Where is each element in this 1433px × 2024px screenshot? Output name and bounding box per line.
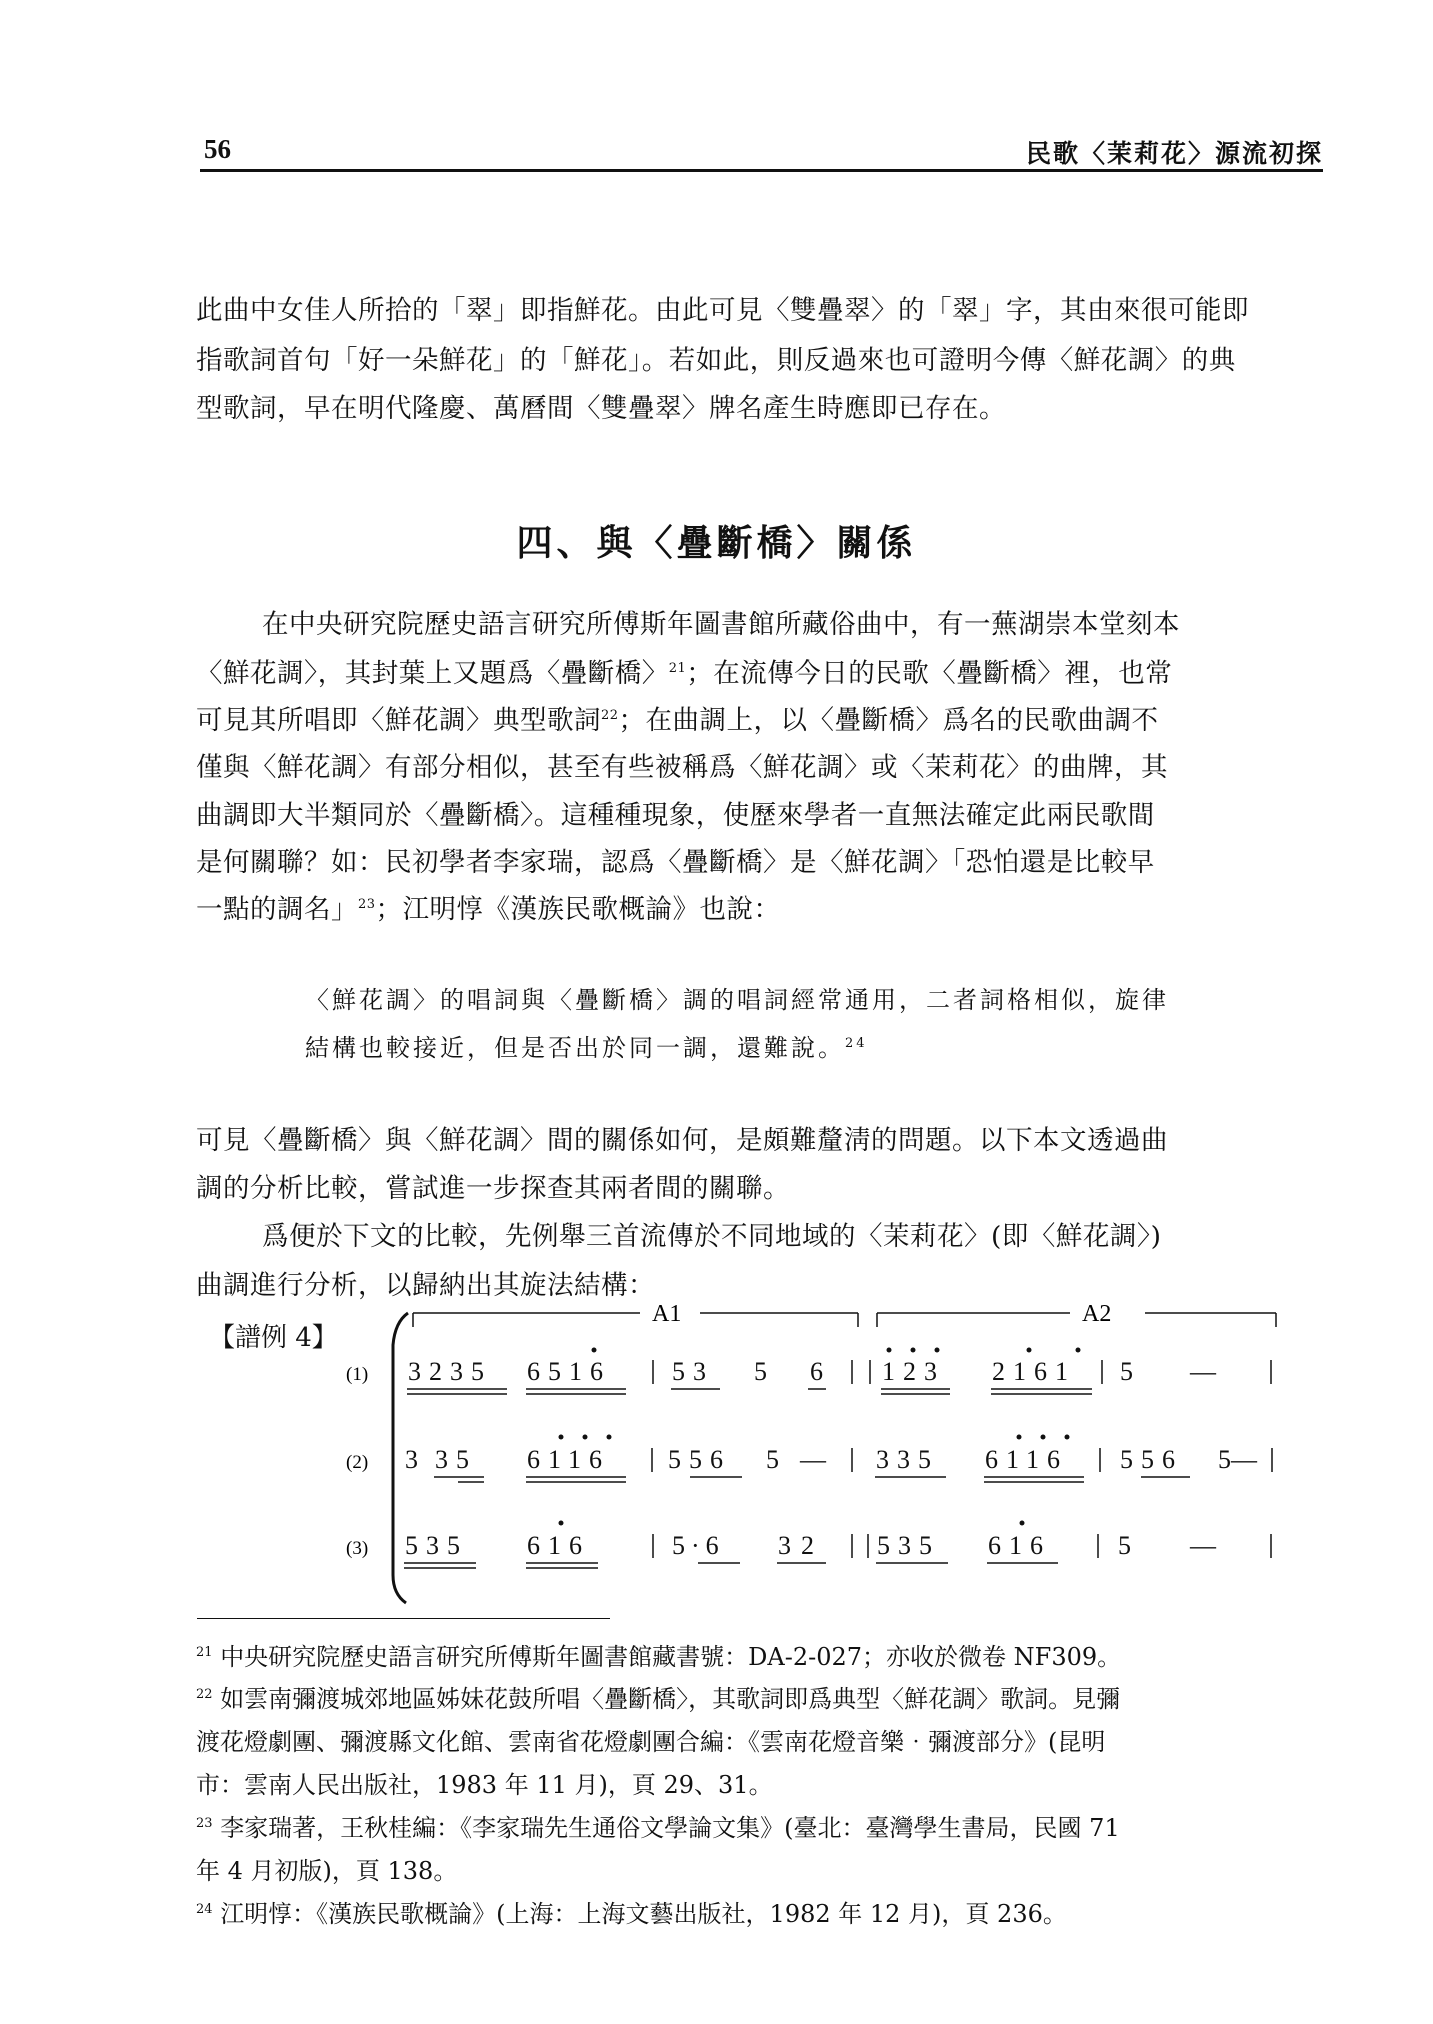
para2-line6: 是何關聯？如：民初學者李家瑞，認爲〈疊斷橋〉是〈鮮花調〉「恐怕還是比較早 — [196, 847, 1155, 878]
footnote-21-text: 中央研究院歷史語言研究所傅斯年圖書館藏書號：DA-2-027；亦收於微卷 NF309。 — [220, 1643, 1122, 1671]
section-title: 四、與〈疊斷橋〉關係 — [516, 522, 917, 564]
running-title: 民歌〈茉莉花〉源流初探 — [1025, 139, 1323, 168]
note-group: 32 — [778, 1531, 824, 1560]
row-label-2: (2) — [346, 1452, 369, 1473]
para1-line2: 指歌詞首句「好一朵鮮花」的「鮮花」。若如此，則反過來也可證明今傳〈鮮花調〉的典 — [196, 345, 1236, 376]
footnote-24-text: 江明惇：《漢族民歌概論》(上海：上海文藝出版社，1982 年 12 月)，頁 236。 — [220, 1900, 1067, 1928]
footnote-22-text-1: 如雲南彌渡城郊地區姊妹花鼓所唱〈疊斷橋〉，其歌詞即爲典型〈鮮花調〉歌詞。見彌 — [220, 1685, 1121, 1713]
footnote-mark-23: 23 — [196, 1816, 213, 1831]
score-row-2 — [405, 1445, 1258, 1474]
page-number: 56 — [204, 134, 231, 164]
note-group: 123 — [882, 1357, 945, 1386]
note: 6 — [810, 1357, 823, 1386]
score-row-3 — [405, 1531, 1217, 1560]
note: — — [1190, 1531, 1216, 1560]
para2-line7-text-b: ；江明惇《漢族民歌概論》也說： — [375, 894, 781, 925]
para2-line7-text-a: 一點的調名」 — [196, 894, 358, 925]
row-label-3: (3) — [346, 1538, 369, 1559]
score-row-1 — [408, 1357, 1217, 1386]
score-label: 【譜例 4】 — [209, 1323, 338, 1353]
bracket-a2 — [877, 1313, 1276, 1327]
footnote-23 — [196, 1808, 1120, 1843]
note-group: 6516 — [527, 1357, 611, 1386]
section-label-a2: A2 — [1082, 1301, 1112, 1327]
bracket-a1 — [413, 1313, 858, 1327]
note-group: 2161 — [992, 1357, 1076, 1386]
note-group: 556 — [1120, 1445, 1183, 1474]
quote-line2-text: 結構也較接近，但是否出於同一調，還難說。 — [305, 1034, 845, 1062]
footnote-23-text-1: 李家瑞著，王秋桂編：《李家瑞先生通俗文學論文集》(臺北：臺灣學生書局，民國 71 — [220, 1814, 1120, 1842]
footnote-22 — [196, 1679, 1120, 1714]
footnote-mark-22: 22 — [196, 1687, 213, 1702]
para3-line2: 調的分析比較，嘗試進一步探查其兩者間的關聯。 — [196, 1173, 790, 1204]
note-group: 535 — [405, 1531, 468, 1560]
footnote-ref-21: 21 — [668, 661, 687, 677]
note-group: 6116 — [527, 1445, 611, 1474]
footnote-21 — [196, 1637, 1121, 1672]
note-group: 35 — [435, 1445, 477, 1474]
note-group: 3235 — [408, 1357, 492, 1386]
quote-line1: 〈鮮花調〉的唱詞與〈疊斷橋〉調的唱詞經常通用，二者詞格相似，旋律 — [305, 986, 1169, 1014]
para2-line3-text-a: 可見其所唱即〈鮮花調〉典型歌詞 — [196, 705, 601, 736]
note-group: 335 — [876, 1445, 939, 1474]
row-3-dots — [559, 1521, 1025, 1526]
para2-line2-text-b: ；在流傳今日的民歌〈疊斷橋〉裡，也常 — [686, 658, 1173, 689]
row-2-dots — [559, 1435, 1070, 1440]
para2-line4: 僅與〈鮮花調〉有部分相似，甚至有些被稱爲〈鮮花調〉或〈茉莉花〉的曲牌，其 — [196, 752, 1168, 783]
para2-line2-text-a: 〈鮮花調〉，其封葉上又題爲〈疊斷橋〉 — [196, 658, 669, 689]
note: 3 — [405, 1445, 418, 1474]
note: 5— — [1218, 1445, 1257, 1474]
note-group: 556 — [668, 1445, 731, 1474]
footnote-ref-22: 22 — [601, 708, 619, 724]
note: 5 — [766, 1445, 779, 1474]
note: — — [800, 1445, 826, 1474]
para1-line3: 型歌詞，早在明代隆慶、萬曆間〈雙疊翠〉牌名產生時應即已存在。 — [196, 393, 1006, 424]
note-group: 6116 — [985, 1445, 1069, 1474]
note: 5 — [1120, 1357, 1133, 1386]
para2-line3-text-b: ；在曲調上，以〈疊斷橋〉爲名的民歌曲調不 — [618, 705, 1159, 736]
para2-line5: 曲調即大半類同於〈疊斷橋〉。這種種現象，使歷來學者一直無法確定此兩民歌間 — [196, 800, 1155, 831]
note-group: 535 — [877, 1531, 940, 1560]
note-group: 5·6 — [672, 1531, 725, 1560]
note: — — [1190, 1357, 1216, 1386]
footnote-rule — [197, 1618, 610, 1619]
footnote-22-line2: 渡花燈劇團、彌渡縣文化館、雲南省花燈劇團合編：《雲南花燈音樂‧彌渡部分》(昆明 — [196, 1728, 1106, 1756]
footnote-ref-23: 23 — [358, 897, 376, 913]
row-label-1: (1) — [346, 1364, 369, 1385]
row-1-dots — [592, 1348, 1081, 1353]
note-group: 53 — [672, 1357, 714, 1386]
note-group: 616 — [527, 1531, 590, 1560]
footnote-23-line2: 年 4 月初版)，頁 138。 — [196, 1857, 458, 1885]
para4-line2: 曲調進行分析，以歸納出其旋法結構： — [196, 1270, 655, 1301]
note: 5 — [1118, 1531, 1131, 1560]
note: 5 — [754, 1357, 767, 1386]
section-label-a1: A1 — [652, 1301, 682, 1327]
footnote-22-line3: 市：雲南人民出版社，1983 年 11 月)，頁 29、31。 — [196, 1771, 773, 1799]
footnote-mark-21: 21 — [196, 1645, 213, 1660]
footnote-mark-24: 24 — [196, 1902, 213, 1917]
footnote-ref-24: 24 — [845, 1036, 868, 1051]
para2-line1: 在中央研究院歷史語言研究所傅斯年圖書館所藏俗曲中，有一蕪湖崇本堂刻本 — [262, 609, 1180, 640]
note-group: 616 — [988, 1531, 1051, 1560]
para3-line1: 可見〈疊斷橋〉與〈鮮花調〉間的關係如何，是頗難釐淸的問題。以下本文透過曲 — [196, 1125, 1168, 1156]
para1-line1: 此曲中女佳人所拾的「翠」即指鮮花。由此可見〈雙疊翠〉的「翠」字，其由來很可能即 — [196, 295, 1249, 326]
footnote-24 — [196, 1894, 1067, 1929]
para4-line1: 爲便於下文的比較，先例舉三首流傳於不同地域的〈茉莉花〉(即〈鮮花調〉) — [262, 1221, 1162, 1252]
